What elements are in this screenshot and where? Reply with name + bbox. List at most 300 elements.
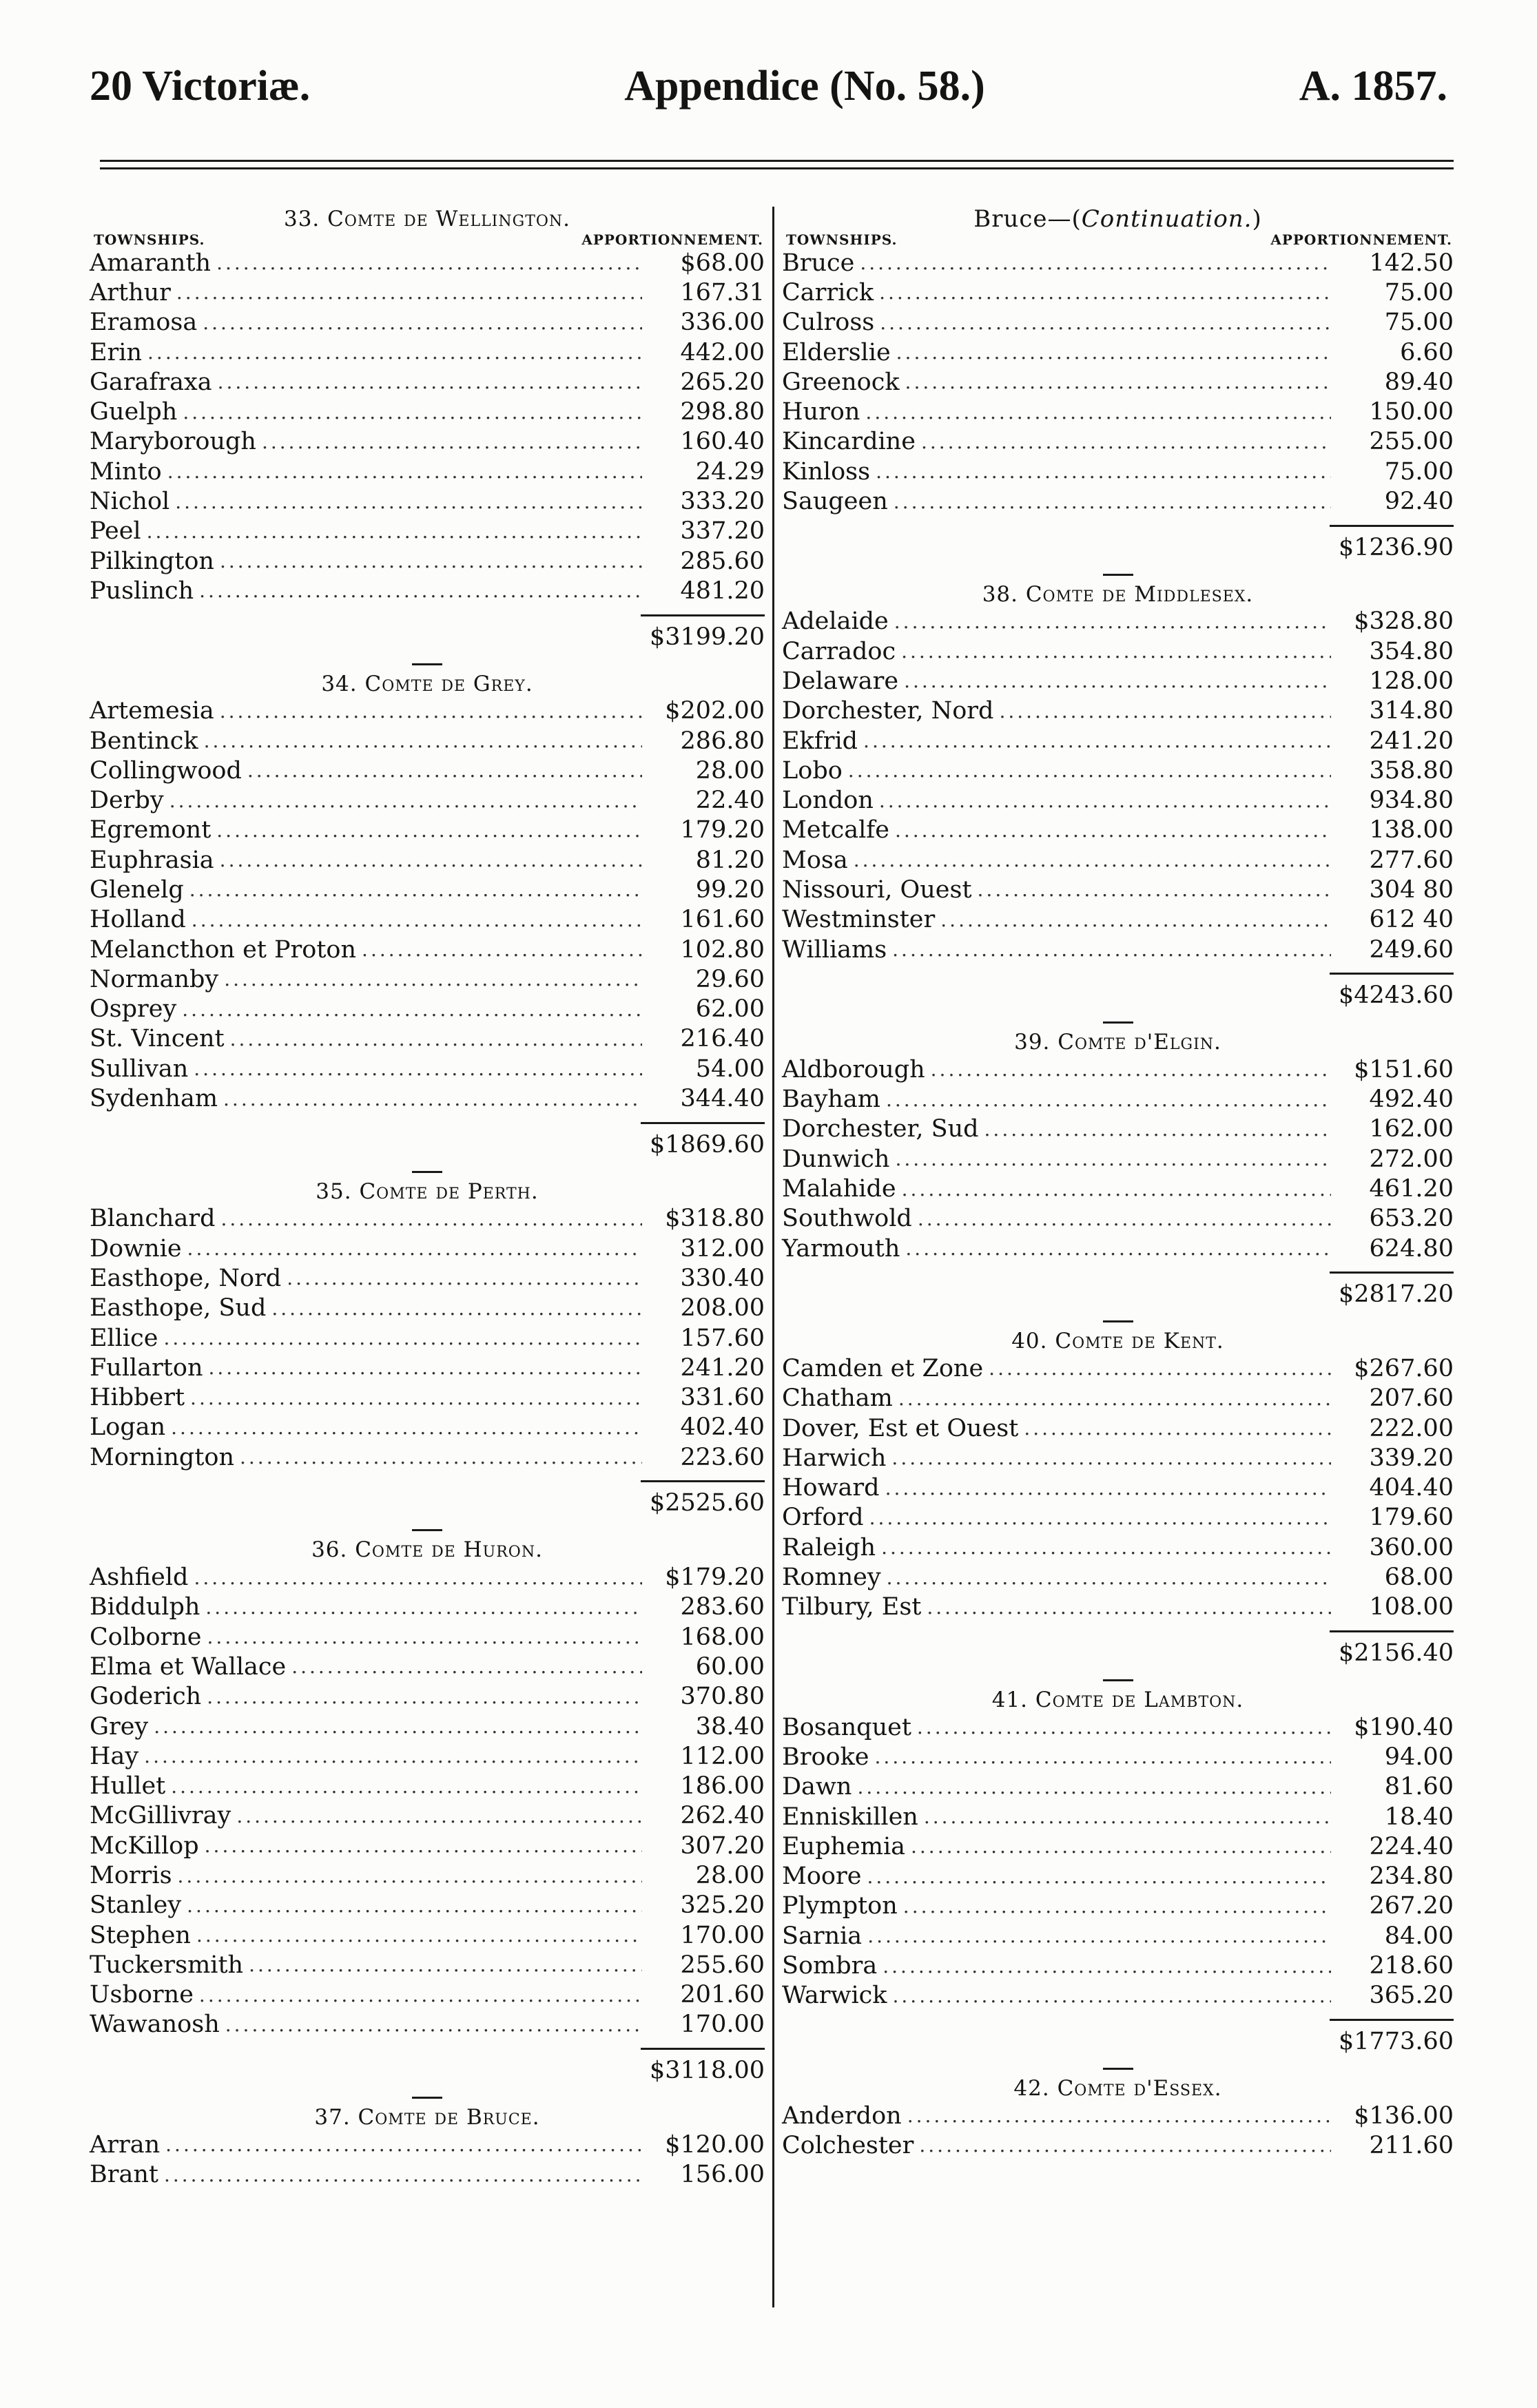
table-row	[90, 995, 765, 1024]
continued-title-end: )	[1252, 205, 1262, 233]
table-row	[90, 1442, 765, 1472]
table-row	[90, 1263, 765, 1293]
township-name: Huron	[782, 398, 860, 426]
dot-leader	[887, 1566, 1331, 1589]
table-row	[90, 1831, 765, 1860]
apportionment-amount: 337.20	[680, 517, 765, 546]
dot-leader	[287, 1267, 642, 1289]
apportionment-amount: 404.40	[1369, 1474, 1454, 1502]
table-row	[782, 1772, 1454, 1802]
township-name: Minto	[90, 457, 162, 486]
apportionment-amount: 6.60	[1400, 338, 1454, 366]
dot-leader	[163, 1327, 642, 1349]
apportionment-amount: 312.00	[680, 1234, 765, 1263]
total-rule	[90, 2039, 765, 2056]
township-name: Ashfield	[90, 1564, 189, 1592]
apportionment-amount: 218.60	[1369, 1952, 1454, 1980]
township-name: McKillop	[90, 1831, 199, 1860]
dot-leader	[240, 1446, 642, 1468]
dot-leader	[881, 1536, 1331, 1559]
dot-leader	[218, 371, 642, 393]
apportionment-amount: 304 80	[1369, 875, 1454, 904]
apportionment-amount: 307.20	[680, 1831, 765, 1860]
township-name: Delaware	[782, 667, 899, 695]
apportionment-amount: 255.00	[1369, 428, 1454, 456]
table-row	[90, 1891, 765, 1920]
dot-leader	[291, 1655, 642, 1678]
table-row	[90, 756, 765, 785]
apportionment-amount: 285.60	[680, 547, 765, 575]
apportionment-amount: 402.40	[680, 1413, 765, 1442]
table-row	[782, 726, 1454, 756]
dot-leader	[178, 1865, 642, 1887]
township-name: Bosanquet	[782, 1713, 911, 1741]
table-row	[90, 1980, 765, 2010]
apportionment-amount: $68.00	[680, 249, 765, 277]
dot-leader	[893, 1984, 1332, 2007]
dot-leader	[895, 1148, 1331, 1170]
apportionment-amount: $202.00	[665, 697, 765, 725]
township-name: Romney	[782, 1564, 881, 1592]
county-title: 35. Comte de Perth.	[316, 1179, 539, 1204]
apportionment-amount: 81.20	[695, 846, 765, 874]
township-name: Elma et Wallace	[90, 1652, 287, 1681]
dot-leader	[901, 640, 1331, 663]
township-name: Enniskillen	[782, 1803, 918, 1831]
apportionment-amount: 170.00	[680, 2011, 765, 2039]
township-name: Westminster	[782, 906, 936, 934]
township-name: Holland	[90, 906, 186, 934]
township-name: Biddulph	[90, 1593, 200, 1621]
apportionment-amount: 211.60	[1369, 2131, 1454, 2159]
apportionment-amount: 624.80	[1369, 1234, 1454, 1263]
table-row	[90, 2010, 765, 2039]
township-name: St. Vincent	[90, 1025, 225, 1053]
dot-leader	[154, 1715, 642, 1738]
dot-leader	[931, 1058, 1331, 1081]
table-row	[90, 397, 765, 426]
county-title: 39. Comte d'Elgin.	[1014, 1030, 1221, 1055]
table-row	[782, 1204, 1454, 1234]
township-name: Stephen	[90, 1921, 191, 1949]
table-row	[782, 816, 1454, 845]
township-name: Eramosa	[90, 309, 198, 337]
dot-leader	[205, 1834, 642, 1857]
dot-leader	[249, 1953, 642, 1976]
dot-leader	[860, 251, 1331, 274]
dot-leader	[209, 1356, 643, 1379]
township-name: Bentinck	[90, 727, 198, 755]
table-row	[90, 1413, 765, 1442]
apportionment-amount: 24.29	[695, 457, 765, 486]
apportionment-amount: 286.80	[680, 727, 765, 755]
apportionment-amount: 612 40	[1369, 906, 1454, 934]
township-name: Blanchard	[90, 1205, 216, 1233]
table-row	[782, 696, 1454, 726]
township-name: Tuckersmith	[90, 1951, 244, 1979]
apportionment-amount: 255.60	[680, 1951, 765, 1979]
townships-heading: TOWNSHIPS.	[94, 231, 205, 248]
table-row	[90, 1234, 765, 1263]
dot-leader	[892, 938, 1331, 961]
dot-leader	[883, 1955, 1331, 1978]
dot-leader	[879, 281, 1331, 304]
table-row	[782, 2130, 1454, 2160]
township-name: Erin	[90, 338, 143, 366]
apportionment-amount: 62.00	[695, 995, 765, 1024]
table-row	[782, 935, 1454, 964]
table-row	[90, 308, 765, 338]
county-title-continued	[782, 207, 1454, 231]
dot-leader	[921, 430, 1331, 453]
apportionment-amount: 18.40	[1384, 1803, 1454, 1831]
apportionment-amount: 461.20	[1369, 1175, 1454, 1203]
dot-leader	[230, 1028, 642, 1050]
township-name: Morris	[90, 1862, 172, 1889]
township-name: Malahide	[782, 1175, 896, 1203]
table-row	[90, 1592, 765, 1622]
dot-leader	[199, 1984, 642, 2006]
table-row	[90, 905, 765, 935]
township-name: Mornington	[90, 1443, 234, 1471]
apportionment-amount: 81.60	[1384, 1773, 1454, 1801]
apportionment-amount: 234.80	[1369, 1862, 1454, 1891]
dot-leader	[848, 759, 1331, 782]
township-name: Lobo	[782, 756, 843, 785]
dot-leader	[896, 341, 1331, 364]
dot-leader	[147, 520, 642, 543]
header-rule-top	[100, 160, 1454, 162]
dot-leader	[898, 1387, 1331, 1410]
township-name: Nichol	[90, 488, 170, 516]
header-title: Appendice (No. 58.)	[624, 63, 985, 110]
apportionment-amount: 29.60	[695, 965, 765, 993]
apportionment-amount: 89.40	[1384, 368, 1454, 396]
dot-leader	[854, 849, 1331, 871]
dot-leader	[262, 430, 642, 453]
township-name: Ekfrid	[782, 727, 858, 755]
dot-leader	[189, 878, 642, 901]
township-name: Euphrasia	[90, 846, 214, 874]
township-name: Orford	[782, 1504, 864, 1532]
township-name: Garafraxa	[90, 368, 212, 396]
table-row	[90, 1054, 765, 1083]
apportionment-amount: 162.00	[1369, 1115, 1454, 1143]
header-rule-bottom	[100, 167, 1454, 169]
apportionment-amount: 344.40	[680, 1085, 765, 1113]
table-row	[90, 1622, 765, 1652]
township-name: Tilbury, Est	[782, 1593, 922, 1621]
dot-leader	[867, 1924, 1331, 1947]
apportionment-amount: 333.20	[680, 488, 765, 516]
dot-leader	[905, 1237, 1331, 1260]
county-title: 33. Comte de Wellington.	[283, 207, 571, 231]
dot-leader	[903, 1895, 1331, 1918]
section-separator	[90, 2086, 765, 2105]
apportionment-amount: 92.40	[1384, 488, 1454, 516]
apportionment-amount: 160.40	[680, 428, 765, 456]
dot-leader	[164, 2163, 642, 2186]
table-row	[782, 1384, 1454, 1413]
apportionment-amount: 223.60	[680, 1443, 765, 1471]
dot-leader	[927, 1596, 1331, 1619]
apportionment-amount: 267.20	[1369, 1892, 1454, 1920]
section-separator	[90, 652, 765, 672]
township-name: Euphemia	[782, 1832, 905, 1860]
dot-leader	[165, 2133, 642, 2156]
township-name: London	[782, 787, 874, 815]
continued-title-italic: Continuation.	[1081, 205, 1252, 233]
township-name: Maryborough	[90, 428, 256, 456]
column-headings	[782, 231, 1454, 248]
township-name: Normanby	[90, 965, 219, 993]
table-row	[782, 1562, 1454, 1592]
header-year: A. 1857.	[1299, 63, 1447, 110]
dot-leader	[223, 1088, 642, 1110]
county-total: $2156.40	[1338, 1639, 1454, 1667]
apportionment-amount: 68.00	[1384, 1564, 1454, 1592]
dot-leader	[167, 460, 642, 483]
township-name: Arthur	[90, 278, 171, 307]
dot-leader	[940, 909, 1331, 931]
table-row	[782, 367, 1454, 397]
table-row	[90, 1771, 765, 1800]
dot-leader	[169, 789, 642, 812]
dot-leader	[199, 579, 642, 602]
table-row	[782, 1473, 1454, 1503]
township-name: Metcalfe	[782, 816, 889, 844]
apportionment-amount: 265.20	[680, 368, 765, 396]
total-rule	[90, 606, 765, 623]
dot-leader	[885, 1477, 1331, 1499]
township-name: Williams	[782, 935, 887, 964]
apportionment-amount: $151.60	[1354, 1055, 1454, 1083]
apportionment-amount: 157.60	[680, 1324, 765, 1352]
apportionment-amount: 108.00	[1369, 1593, 1454, 1621]
dot-leader	[147, 341, 642, 364]
township-name: Elderslie	[782, 338, 891, 366]
apportionment-amount: 142.50	[1369, 249, 1454, 277]
table-row	[90, 1383, 765, 1413]
apportionment-amount: 60.00	[695, 1652, 765, 1681]
dot-leader	[894, 610, 1331, 633]
township-name: Derby	[90, 787, 164, 815]
apportionment-amount: $190.40	[1354, 1713, 1454, 1741]
township-name: Nissouri, Ouest	[782, 875, 972, 904]
dot-leader	[863, 729, 1331, 752]
township-name: Yarmouth	[782, 1234, 900, 1263]
county-title: 41. Comte de Lambton.	[991, 1687, 1244, 1712]
section-separator	[90, 1518, 765, 1537]
dot-leader	[187, 1894, 642, 1917]
table-row	[782, 1174, 1454, 1203]
apportionment-amount: 339.20	[1369, 1444, 1454, 1472]
dot-leader	[869, 1506, 1331, 1529]
table-row	[90, 1682, 765, 1712]
township-name: Adelaide	[782, 608, 889, 636]
table-row	[782, 1712, 1454, 1742]
dot-leader	[902, 1178, 1331, 1201]
township-name: Grey	[90, 1712, 149, 1741]
table-row	[90, 1652, 765, 1681]
table-row	[90, 875, 765, 904]
dot-leader	[904, 670, 1331, 692]
apportionment-amount: 54.00	[695, 1055, 765, 1083]
township-name: Mosa	[782, 846, 848, 874]
table-row	[90, 1950, 765, 1980]
township-name: Melancthon et Proton	[90, 935, 357, 964]
table-row	[782, 756, 1454, 785]
apportionment-amount: $120.00	[665, 2130, 765, 2159]
township-name: Kinloss	[782, 457, 871, 486]
table-row	[782, 845, 1454, 875]
apportionment-amount: 102.80	[680, 935, 765, 964]
township-name: Dorchester, Sud	[782, 1115, 979, 1143]
township-name: Carrick	[782, 278, 874, 307]
total-rule	[782, 1263, 1454, 1280]
apportionment-amount: $328.80	[1354, 608, 1454, 636]
township-name: Carradoc	[782, 637, 896, 665]
table-row	[90, 486, 765, 516]
apportionment-amount: $136.00	[1354, 2101, 1454, 2130]
dot-leader	[225, 2013, 642, 2036]
dot-leader	[220, 700, 642, 723]
dot-leader	[207, 1685, 642, 1708]
table-row	[90, 517, 765, 546]
township-name: Pilkington	[90, 547, 214, 575]
dot-leader	[1024, 1417, 1331, 1440]
dot-leader	[190, 1387, 642, 1409]
township-name: Sarnia	[782, 1922, 863, 1950]
township-name: Artemesia	[90, 697, 214, 725]
apportionment-amount: 167.31	[680, 278, 765, 307]
dot-leader	[905, 371, 1331, 393]
township-name: Camden et Zone	[782, 1354, 984, 1382]
continued-title-main: Bruce—(	[973, 205, 1082, 233]
township-name: Warwick	[782, 1982, 887, 2010]
dot-leader	[984, 1118, 1331, 1141]
apportionment-amount: 75.00	[1384, 457, 1454, 486]
section-separator	[782, 1668, 1454, 1688]
dot-leader	[907, 2104, 1331, 2127]
township-name: Easthope, Nord	[90, 1264, 282, 1292]
dot-leader	[891, 1446, 1331, 1469]
dot-leader	[894, 490, 1331, 513]
dot-leader	[144, 1745, 642, 1767]
table-row	[782, 2101, 1454, 2130]
township-name: Goderich	[90, 1683, 202, 1711]
apportionment-amount: 365.20	[1369, 1982, 1454, 2010]
table-row	[90, 845, 765, 875]
table-row	[782, 1742, 1454, 1772]
table-row	[782, 1144, 1454, 1174]
township-name: Collingwood	[90, 756, 242, 785]
dot-leader	[207, 1626, 642, 1648]
township-name: Amaranth	[90, 249, 212, 277]
apportionment-amount: 222.00	[1369, 1414, 1454, 1442]
township-name: Sullivan	[90, 1055, 189, 1083]
dot-leader	[204, 729, 642, 752]
section-separator	[782, 563, 1454, 582]
apportionnement-heading: APPORTIONNEMENT.	[1270, 231, 1452, 248]
township-name: Sombra	[782, 1952, 878, 1980]
dot-leader	[911, 1835, 1331, 1858]
township-name: Dorchester, Nord	[782, 697, 994, 725]
table-row	[782, 1861, 1454, 1891]
township-name: Peel	[90, 517, 141, 546]
dot-leader	[362, 938, 642, 961]
dot-leader	[271, 1297, 642, 1320]
township-name: Harwich	[782, 1444, 887, 1472]
county-title: 38. Comte de Middlesex.	[982, 581, 1254, 607]
table-row	[782, 1114, 1454, 1144]
apportionment-amount: 216.40	[680, 1025, 765, 1053]
apportionment-amount: 934.80	[1369, 787, 1454, 815]
apportionment-amount: $267.60	[1354, 1354, 1454, 1382]
apportionment-amount: 492.40	[1369, 1086, 1454, 1114]
apportionment-amount: 156.00	[680, 2161, 765, 2189]
table-row	[90, 1741, 765, 1771]
apportionment-amount: 38.40	[695, 1712, 765, 1741]
apportionment-amount: 249.60	[1369, 935, 1454, 964]
apportionment-amount: 28.00	[695, 1862, 765, 1889]
township-name: Sydenham	[90, 1085, 218, 1113]
apportionment-amount: 653.20	[1369, 1205, 1454, 1233]
township-name: Brant	[90, 2161, 158, 2189]
table-row	[782, 636, 1454, 666]
table-row	[90, 1860, 765, 1890]
township-name: Saugeen	[782, 488, 888, 516]
apportionment-amount: 138.00	[1369, 816, 1454, 844]
county-title: 40. Comte de Kent.	[1011, 1329, 1224, 1354]
section-separator	[782, 1010, 1454, 1030]
table-row	[90, 1920, 765, 1950]
dot-leader	[205, 1596, 642, 1619]
apportionment-amount: 360.00	[1369, 1533, 1454, 1561]
header-session: 20 Victoriæ.	[90, 63, 311, 110]
county-title: 42. Comte d'Essex.	[1013, 2075, 1222, 2101]
dot-leader	[880, 311, 1331, 334]
apportionment-amount: 283.60	[680, 1593, 765, 1621]
township-name: Hibbert	[90, 1384, 185, 1412]
apportionment-amount: 207.60	[1369, 1384, 1454, 1413]
table-row	[90, 1204, 765, 1234]
table-row	[782, 607, 1454, 636]
table-row	[782, 1503, 1454, 1533]
dot-leader	[875, 1745, 1331, 1768]
apportionment-amount: 75.00	[1384, 278, 1454, 307]
county-total: $1773.60	[1338, 2027, 1454, 2055]
dot-leader	[171, 1416, 642, 1439]
section-separator	[782, 2057, 1454, 2076]
township-name: Anderdon	[782, 2101, 902, 2130]
dot-leader	[918, 1207, 1331, 1230]
table-row	[782, 1413, 1454, 1443]
table-row	[782, 457, 1454, 486]
left-column	[90, 207, 765, 2190]
dot-leader	[220, 550, 642, 572]
dot-leader	[194, 1566, 642, 1589]
table-row	[90, 935, 765, 964]
dot-leader	[895, 819, 1331, 842]
dot-leader	[886, 1088, 1331, 1111]
dot-leader	[220, 1207, 642, 1230]
township-name: Dunwich	[782, 1145, 890, 1173]
apportionment-amount: 201.60	[680, 1981, 765, 2009]
apportionment-amount: 150.00	[1369, 398, 1454, 426]
dot-leader	[183, 401, 642, 424]
apportionment-amount: 370.80	[680, 1683, 765, 1711]
